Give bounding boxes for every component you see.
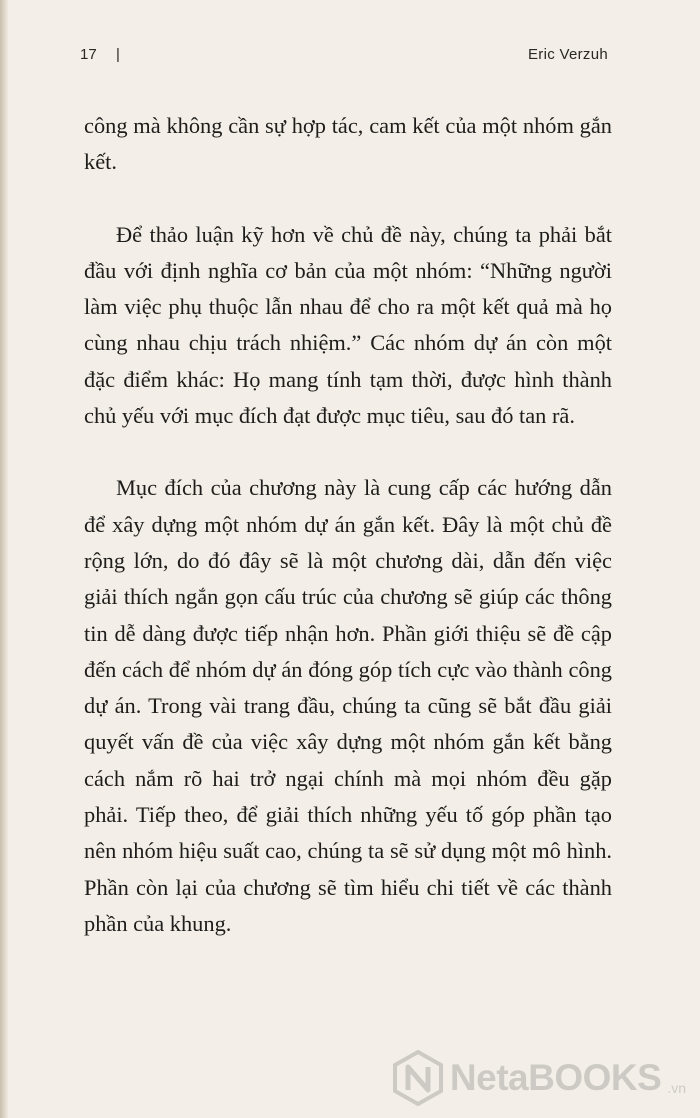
watermark-text: NetaBOOKS	[449, 1057, 662, 1098]
header-separator: |	[116, 46, 120, 63]
body-text	[84, 108, 612, 942]
paragraph: công mà không cần sự hợp tác, cam kết của một nhóm gắn kết.	[84, 113, 612, 175]
paragraph: Để thảo luận kỹ hơn về chủ đề này, chúng ta phải bắt đầu với định nghĩa cơ bản của một nhóm: “Những người làm việc phụ thuộc lẫn nhau để cho ra một kết quả mà họ cùng nhau chịu trách nhiệm.” Các nhóm dự án còn một đặc điểm khác: Họ mang tính tạm thời, được hình thành chủ yếu với mục đích đạt được mục tiêu, sau đó tan rã.	[84, 221, 612, 429]
neta-logo-icon	[392, 1050, 444, 1106]
page-number: 17	[80, 46, 97, 63]
watermark-suffix: .vn	[667, 1080, 686, 1096]
author-name: Eric Verzuh	[528, 46, 608, 63]
paragraph: Mục đích của chương này là cung cấp các hướng dẫn để xây dựng một nhóm dự án gắn kết. Đây là một chủ đề rộng lớn, do đó đây sẽ là một chương dài, dẫn đến việc giải thích ngắn gọn cấu trúc của chương sẽ giúp các thông tin dễ dàng được tiếp nhận hơn. Phần giới thiệu sẽ đề cập đến cách để nhóm dự án đóng góp tích cực vào thành công dự án. Trong vài trang đầu, chúng ta cũng sẽ bắt đầu giải quyết vấn đề của việc xây dựng một nhóm gắn kết bằng cách nắm rõ hai trở ngại chính mà mọi nhóm đều gặp phải. Tiếp theo, để giải thích những yếu tố góp phần tạo nên nhóm hiệu suất cao, chúng ta sẽ sử dụng một mô hình. Phần còn lại của chương sẽ tìm hiểu chi tiết về các thành phần của khung.	[84, 475, 612, 936]
watermark	[392, 1048, 686, 1108]
page-gutter	[0, 0, 8, 1118]
running-header	[80, 46, 608, 70]
